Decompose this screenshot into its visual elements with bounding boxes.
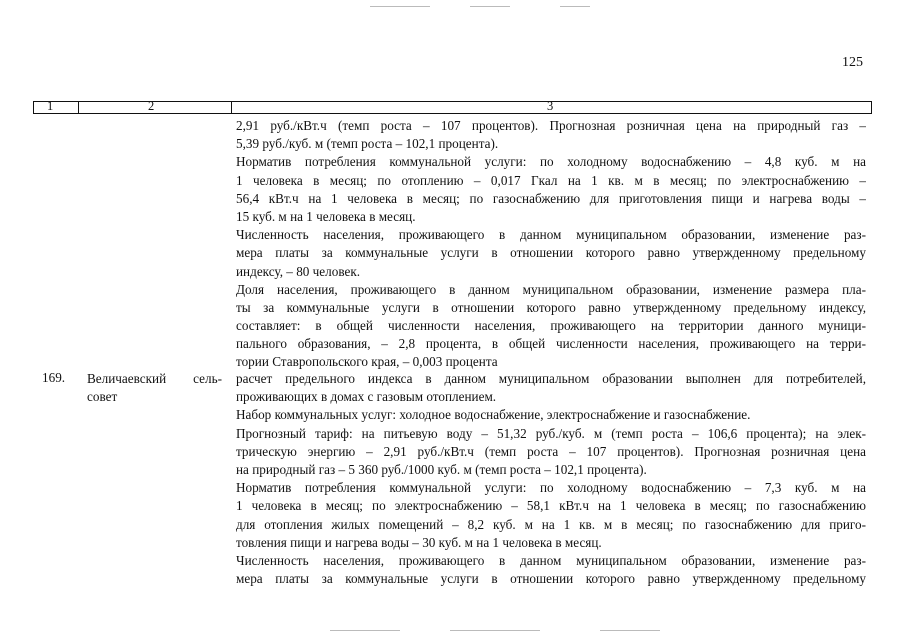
- text-line: составляет: в общей численности населения, проживающего на территории данного муници-: [236, 318, 866, 334]
- header-col-1: 1: [47, 99, 54, 113]
- text-line: 2,91 руб./кВт.ч (темп роста – 107 процентов). Прогнозная розничная цена на природный газ –: [236, 118, 866, 133]
- text-line: на природный газ – 5 360 руб./1000 куб. м (темп роста – 102,1 процента).: [236, 461, 647, 477]
- text-line: трическую энергию – 2,91 руб./кВт.ч (темп роста – 107 процентов). Прогнозная розничная цена: [236, 443, 866, 459]
- text-line: ты за коммунальные услуги в отношении которого равно утвержденному предельному индексу,: [236, 299, 866, 315]
- table-header-row: [33, 101, 872, 114]
- text-line: 15 куб. м на 1 человека в месяц.: [236, 208, 416, 224]
- entry-number: 169.: [42, 370, 66, 385]
- text-line: пального образования, – 2,8 процента, в общей численности населения, проживающего на терри-: [236, 336, 866, 352]
- text-line: проживающих в домах с газовым отоплением.: [236, 389, 497, 405]
- entry-text-block: [236, 370, 866, 588]
- text-line: 5,39 руб./куб. м (темп роста – 102,1 процента).: [236, 136, 499, 152]
- text-line: Норматив потребления коммунальной услуги: по холодному водоснабжению – 4,8 куб. м на: [236, 154, 866, 170]
- text-line: Доля населения, проживающего в данном муниципальном образовании, изменение размера пла-: [236, 281, 866, 297]
- continued-text-block: [236, 117, 866, 372]
- name-line: Величаевский сель-: [87, 371, 222, 386]
- header-col-3: 3: [547, 99, 554, 113]
- text-line: индексу, – 80 человек.: [236, 263, 361, 279]
- page-number: 125: [842, 55, 863, 70]
- text-line: мера платы за коммунальные услуги в отношении которого равно утвержденному предельному: [236, 245, 866, 261]
- text-line: 56,4 кВт.ч на 1 человека в месяц; по газоснабжению для приготовления пищи и нагрева воды –: [236, 190, 866, 206]
- text-line: товления пищи и нагрева воды – 30 куб. м на 1 человека в месяц.: [236, 534, 602, 550]
- text-line: 1 человека в месяц; по отоплению – 0,017 Гкал на 1 кв. м в месяц; по электроснабжению –: [236, 172, 866, 188]
- text-line: 1 человека в месяц; по электроснабжению – 58,1 кВт.ч на 1 человека в месяц; по газоснабжению: [236, 498, 866, 514]
- text-line: Норматив потребления коммунальной услуги: по холодному водоснабжению – 7,3 куб. м на: [236, 480, 866, 496]
- header-col-2: 2: [148, 99, 155, 113]
- text-line: Набор коммунальных услуг: холодное водоснабжение, электроснабжение и газоснабжение.: [236, 407, 751, 423]
- text-line: Численность населения, проживающего в данном муниципальном образовании, изменение раз-: [236, 227, 866, 243]
- entry-municipality-name: [87, 370, 222, 406]
- text-line: расчет предельного индекса в данном муниципальном образовании выполнен для потребителей,: [236, 371, 866, 386]
- text-line: мера платы за коммунальные услуги в отношении которого равно утвержденному предельному: [236, 571, 866, 587]
- text-line: для отопления жилых помещений – 8,2 куб. м на 1 кв. м в месяц; по газоснабжению для приго-: [236, 516, 866, 532]
- text-line: тории Ставропольского края, – 0,003 процента: [236, 354, 498, 370]
- name-line: совет: [87, 389, 118, 405]
- text-line: Прогнозный тариф: на питьевую воду – 51,32 руб./куб. м (темп роста – 106,6 процента); на элек-: [236, 425, 866, 441]
- text-line: Численность населения, проживающего в данном муниципальном образовании, изменение раз-: [236, 552, 866, 568]
